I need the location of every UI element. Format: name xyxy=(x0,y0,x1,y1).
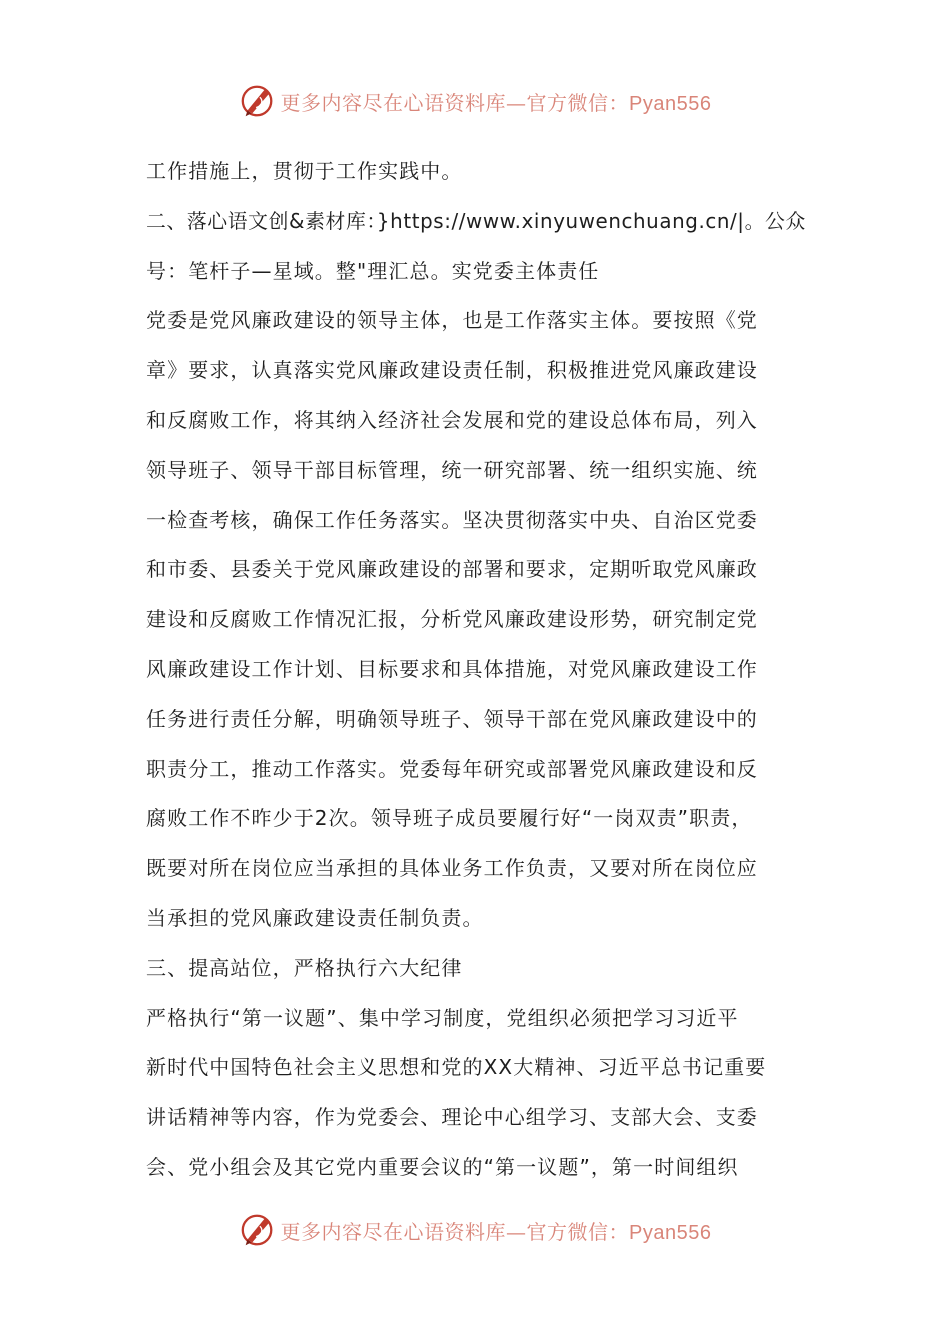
body-line: 既要对所在岗位应当承担的具体业务工作负责，又要对所在岗位应 xyxy=(146,856,758,881)
body-line: 工作措施上，贯彻于工作实践中。 xyxy=(146,159,463,183)
body-line: 建设和反腐败工作情况汇报，分析党风廉政建设形势，研究制定党 xyxy=(146,607,758,632)
body-line: 会、党小组会及其它党内重要会议的“第一议题”，第一时间组织 xyxy=(146,1154,739,1179)
body-line: 和市委、县委关于党风廉政建设的部署和要求，定期听取党风廉政 xyxy=(146,557,758,582)
body-line: 领导班子、领导干部目标管理，统一研究部署、统一组织实施、统 xyxy=(146,457,758,482)
header-banner xyxy=(0,79,950,123)
body-line: 风廉政建设工作计划、目标要求和具体措施，对党风廉政建设工作 xyxy=(146,656,758,681)
header-banner-text: 更多内容尽在心语资料库—官方微信：Pyan556 xyxy=(280,90,712,115)
body-line: 当承担的党风廉政建设责任制负责。 xyxy=(146,905,484,930)
body-line: 任务进行责任分解，明确领导班子、领导干部在党风廉政建设中的 xyxy=(146,706,758,731)
body-line: 一检查考核，确保工作任务落实。坚决贯彻落实中央、自治区党委 xyxy=(146,507,758,532)
body-line: 二、落心语文创&素材库：}https://www.xinyuwenchuang.cn/|。公众 xyxy=(146,208,806,233)
body-line: 和反腐败工作，将其纳入经济社会发展和党的建设总体布局，列入 xyxy=(146,407,758,432)
pen-logo-icon xyxy=(239,1211,277,1249)
body-line: 严格执行“第一议题”、集中学习制度，党组织必须把学习习近平 xyxy=(146,1005,739,1030)
body-line: 号：笔杆子—星域。整"理汇总。实党委主体责任 xyxy=(146,258,600,283)
header-wechat-id: Pyan556 xyxy=(629,92,712,115)
body-line: 讲话精神等内容，作为党委会、理论中心组学习、支部大会、支委 xyxy=(146,1105,758,1130)
body-line: 章》要求，认真落实党风廉政建设责任制，积极推进党风廉政建设 xyxy=(146,358,758,383)
footer-banner xyxy=(0,1208,950,1252)
body-line: 新时代中国特色社会主义思想和党的XX大精神、习近平总书记重要 xyxy=(146,1055,767,1080)
footer-wechat-id: Pyan556 xyxy=(629,1221,712,1244)
section-heading: 三、提高站位，严格执行六大纪律 xyxy=(146,955,463,980)
footer-banner-text: 更多内容尽在心语资料库—官方微信：Pyan556 xyxy=(280,1219,712,1244)
body-line: 党委是党风廉政建设的领导主体，也是工作落实主体。要按照《党 xyxy=(146,308,758,333)
body-line: 职责分工，推动工作落实。党委每年研究或部署党风廉政建设和反 xyxy=(146,756,758,781)
document-body xyxy=(146,147,806,1193)
body-line: 腐败工作不昨少于2次。领导班子成员要履行好“一岗双责”职责， xyxy=(146,806,753,831)
pen-logo-icon xyxy=(239,82,277,120)
